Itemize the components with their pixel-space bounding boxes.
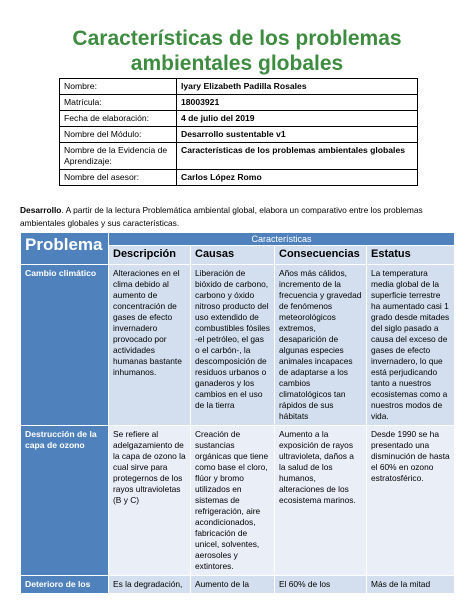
column-header-causas: Causas	[191, 246, 275, 265]
info-label: Matrícula:	[60, 95, 177, 111]
row-cell: Liberación de bióxido de carbono, carbono y óxido nitroso producto del uso extendido de combustibles fósiles -el petróleo, el gas o el carbón-, la descomposición de residuos urbanos o ganaderos y los cambios en el uso de la tierra	[191, 265, 275, 426]
info-row	[60, 127, 418, 143]
column-header-estatus: Estatus	[367, 246, 455, 265]
desarrollo-paragraph	[20, 204, 450, 230]
info-row	[60, 111, 418, 127]
row-problem: Deterioro de los	[21, 576, 109, 594]
info-value: 4 de julio del 2019	[177, 111, 418, 127]
info-value: Características de los problemas ambientales globales	[177, 143, 418, 170]
info-value: 18003921	[177, 95, 418, 111]
info-label: Nombre de la Evidencia de Aprendizaje:	[60, 143, 177, 170]
page-title	[20, 26, 454, 76]
desarrollo-label: Desarrollo	[20, 205, 62, 215]
info-row	[60, 79, 418, 95]
row-cell: Desde 1990 se ha presentado una disminución de hasta el 60% en ozono estratosférico.	[367, 426, 455, 576]
caracteristicas-header: Características	[109, 233, 455, 246]
row-cell: La temperatura media global de la superficie terrestre ha aumentado casi 1 grado desde mitades del siglo pasado a causa del exceso de gases de efecto invernadero, lo que está perjudicando tanto a nuestros ecosistemas como a nuestros modos de vida.	[367, 265, 455, 426]
info-label: Nombre:	[60, 79, 177, 95]
info-label: Nombre del asesor:	[60, 170, 177, 186]
table-row	[21, 265, 455, 426]
row-problem: Cambio climático	[21, 265, 109, 426]
row-cell: Aumento de la	[191, 576, 275, 594]
info-value: Desarrollo sustentable v1	[177, 127, 418, 143]
title-line-1: Características de los problemas	[72, 27, 402, 50]
row-cell: El 60% de los	[275, 576, 367, 594]
info-value: Iyary Elizabeth Padilla Rosales	[177, 79, 418, 95]
info-table	[59, 78, 418, 186]
problema-header: Problema	[21, 233, 109, 265]
table-row	[21, 426, 455, 576]
info-label: Nombre del Módulo:	[60, 127, 177, 143]
info-row	[60, 143, 418, 170]
row-cell: Aumento a la exposición de rayos ultravioleta, daños a la salud de los humanos, alteraciones de los ecosistema marinos.	[275, 426, 367, 576]
row-cell: Alteraciones en el clima debido al aumento de concentración de gases de efecto invernadero provocado por actividades humanas bastante inhumanos.	[109, 265, 191, 426]
info-label: Fecha de elaboración:	[60, 111, 177, 127]
row-cell: Años más cálidos, incremento de la frecuencia y gravedad de fenómenos meteorológicos extremos, desaparición de algunas especies animales incapaces de adaptarse a los cambios climatológicos tan rápidos de sus hábitats	[275, 265, 367, 426]
info-row	[60, 170, 418, 186]
desarrollo-text: . A partir de la lectura Problemática ambiental global, elabora un comparativo entre los problemas ambientales globales y sus características.	[20, 205, 423, 228]
title-line-2: ambientales globales	[130, 52, 344, 75]
info-row	[60, 95, 418, 111]
row-cell: Es la degradación,	[109, 576, 191, 594]
row-cell: Más de la mitad	[367, 576, 455, 594]
row-problem: Destrucción de la capa de ozono	[21, 426, 109, 576]
column-header-descripcion: Descripción	[109, 246, 191, 265]
table-row	[21, 576, 455, 594]
row-cell: Se refiere al adelgazamiento de la capa de ozono la cual sirve para protegernos de los rayos ultravioletas (B y C)	[109, 426, 191, 576]
row-cell: Creación de sustancias orgánicas que tiene como base el cloro, flúor y bromo utilizados en sistemas de refrigeración, aire acondicionados, fabricación de unicel, solventes, aerosoles y extintores.	[191, 426, 275, 576]
column-header-consecuencias: Consecuencias	[275, 246, 367, 265]
info-value: Carlos López Romo	[177, 170, 418, 186]
table-group-header-row	[21, 233, 455, 246]
problems-table	[20, 232, 455, 594]
